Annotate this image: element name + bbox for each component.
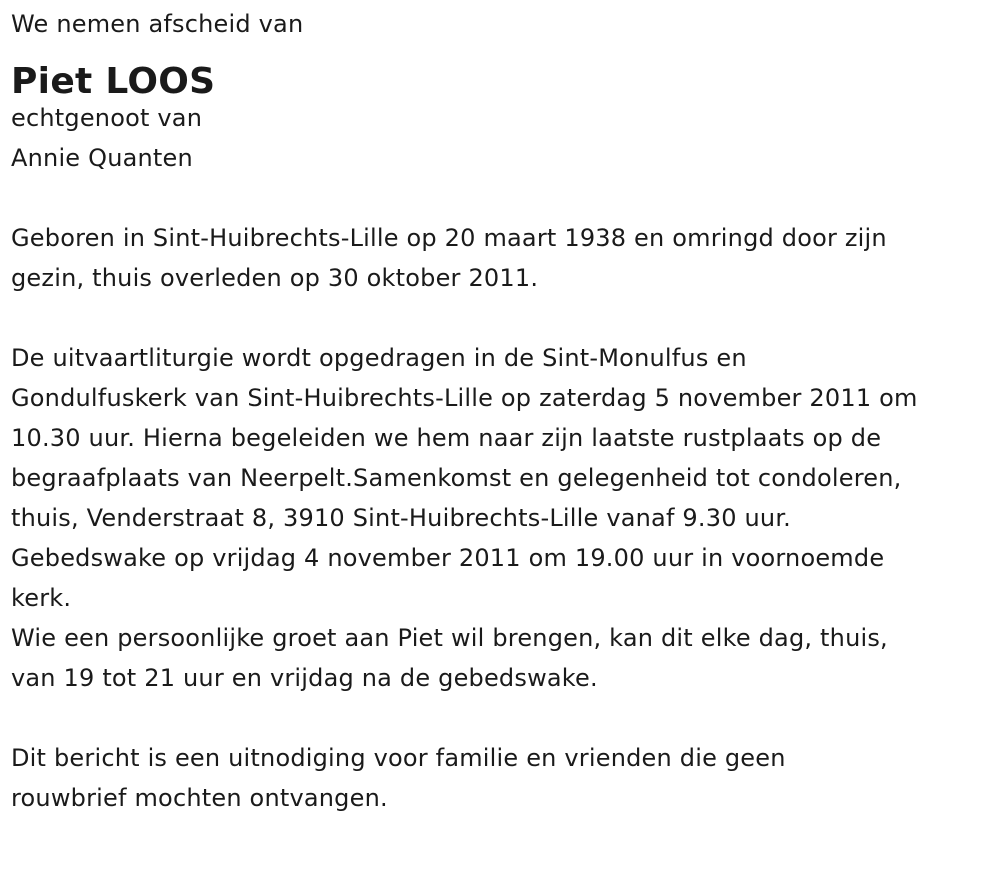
- paragraph-spacer: [11, 698, 993, 738]
- spouse-block: [11, 98, 993, 178]
- birth-death-paragraph: [11, 218, 993, 298]
- paragraph-line: begraafplaats van Neerpelt.Samenkomst en gelegenheid tot condoleren,: [11, 464, 902, 492]
- paragraph-line: Geboren in Sint-Huibrechts-Lille op 20 maart 1938 en omringd door zijn: [11, 224, 887, 252]
- paragraph-line: gezin, thuis overleden op 30 oktober 2011.: [11, 264, 539, 292]
- paragraph-line: van 19 tot 21 uur en vrijdag na de gebedswake.: [11, 664, 598, 692]
- spouse-relation: echtgenoot van: [11, 104, 203, 132]
- paragraph-line: Wie een persoonlijke groet aan Piet wil brengen, kan dit elke dag, thuis,: [11, 624, 888, 652]
- paragraph-line: Gondulfuskerk van Sint-Huibrechts-Lille op zaterdag 5 november 2011 om: [11, 384, 918, 412]
- spouse-name: Annie Quanten: [11, 144, 193, 172]
- paragraph-line: rouwbrief mochten ontvangen.: [11, 784, 388, 812]
- paragraph-line: kerk.: [11, 584, 72, 612]
- paragraph-line: Dit bericht is een uitnodiging voor familie en vrienden die geen: [11, 744, 786, 772]
- paragraph-line: De uitvaartliturgie wordt opgedragen in de Sint-Monulfus en: [11, 344, 747, 372]
- deceased-name: Piet LOOS: [11, 61, 216, 102]
- paragraph-spacer: [11, 178, 993, 218]
- paragraph-line: 10.30 uur. Hierna begeleiden we hem naar zijn laatste rustplaats op de: [11, 424, 882, 452]
- funeral-paragraph: [11, 338, 993, 698]
- closing-paragraph: [11, 738, 993, 818]
- paragraph-spacer: [11, 298, 993, 338]
- paragraph-line: thuis, Venderstraat 8, 3910 Sint-Huibrechts-Lille vanaf 9.30 uur.: [11, 504, 792, 532]
- death-notice: [11, 0, 993, 818]
- intro-text: We nemen afscheid van: [11, 10, 304, 38]
- paragraph-line: Gebedswake op vrijdag 4 november 2011 om 19.00 uur in voornoemde: [11, 544, 885, 572]
